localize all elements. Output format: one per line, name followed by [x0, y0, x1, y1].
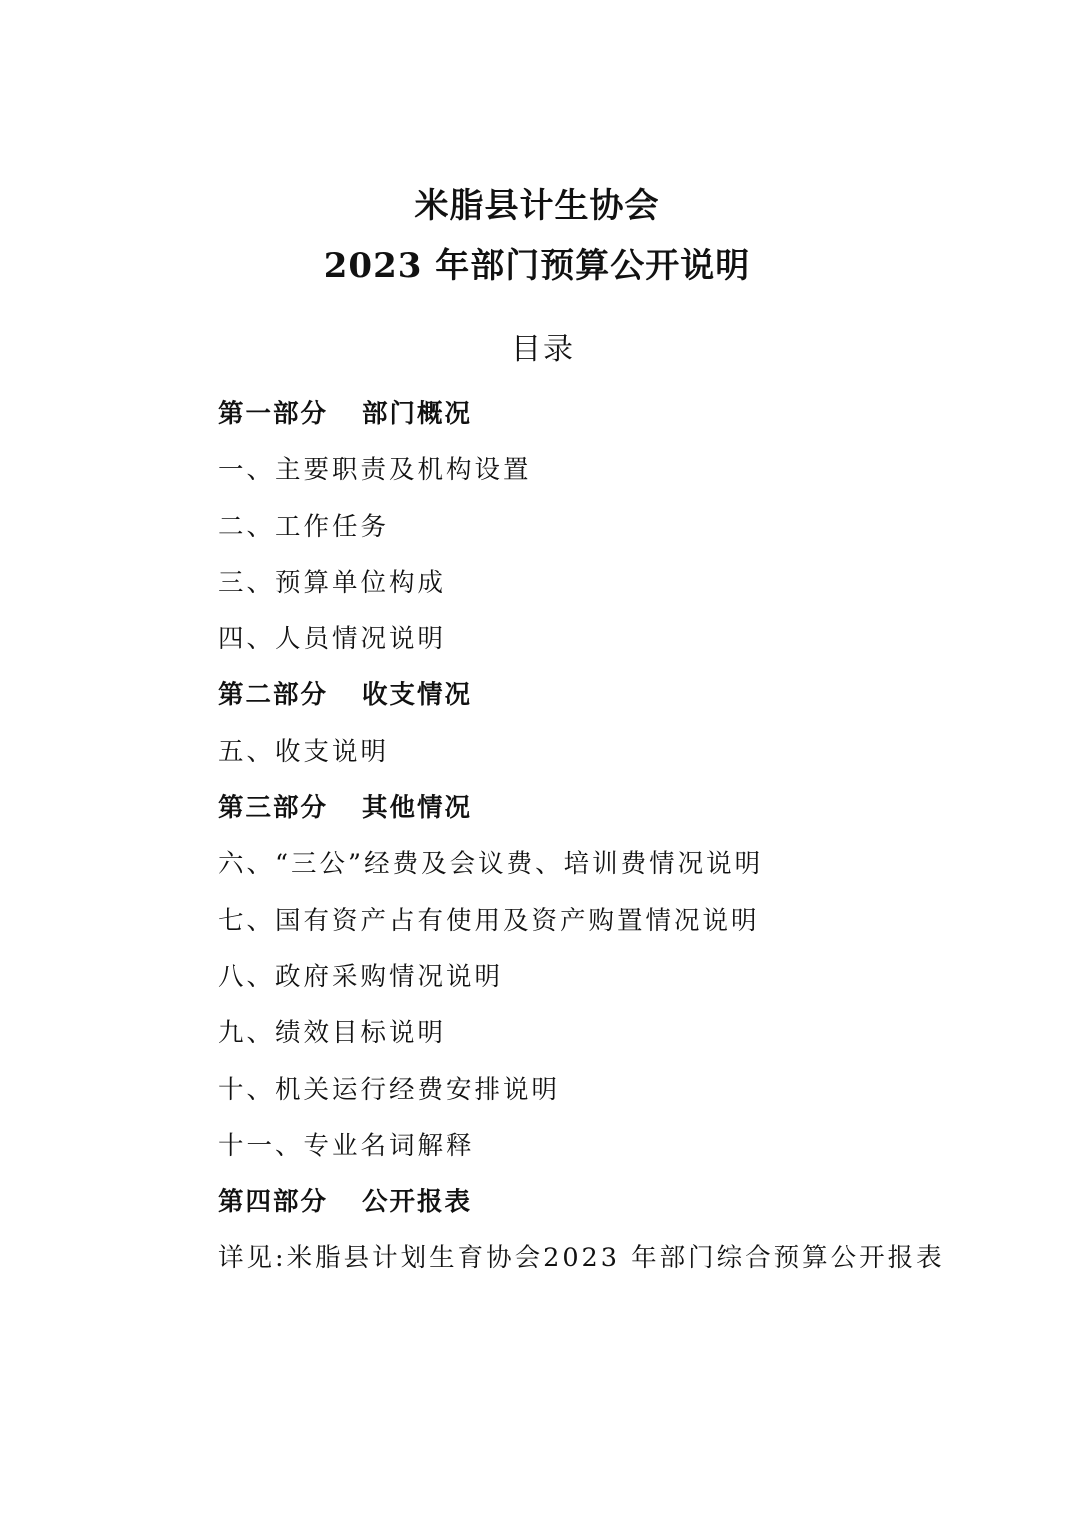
toc-item: 十、机关运行经费安排说明: [218, 1074, 561, 1105]
toc-part-label: 第三部分: [218, 793, 329, 824]
document-title-line-1: 米脂县计生协会: [414, 186, 660, 226]
toc-item-reference: 详见:米脂县计划生育协会2023 年部门综合预算公开报表: [218, 1243, 945, 1274]
toc-part-3: [218, 788, 1018, 844]
toc-item: 三、预算单位构成: [218, 567, 447, 598]
toc-item: 七、国有资产占有使用及资产购置情况说明: [218, 905, 760, 936]
toc-part-1: [218, 394, 1018, 450]
toc-item: 二、工作任务: [218, 511, 390, 542]
toc-item: 十一、专业名词解释: [218, 1130, 475, 1161]
toc-part-title: 公开报表: [362, 1187, 473, 1218]
toc-part-label: 第二部分: [218, 680, 329, 711]
document-title-line-2: 2023 年部门预算公开说明: [323, 246, 751, 286]
toc-item: 一、主要职责及机构设置: [218, 455, 532, 486]
toc-item: 九、绩效目标说明: [218, 1018, 447, 1049]
toc-part-2: [218, 675, 1018, 731]
toc-part-label: 第一部分: [218, 399, 329, 429]
toc-item: 四、人员情况说明: [218, 624, 447, 655]
toc-part-title: 其他情况: [362, 793, 473, 824]
toc-part-title: 收支情况: [362, 680, 473, 711]
toc-heading: 目录: [511, 332, 575, 367]
toc-item: 八、政府采购情况说明: [218, 961, 504, 992]
table-of-contents: [218, 394, 1018, 1295]
toc-item: 六、“三公”经费及会议费、培训费情况说明: [218, 849, 764, 880]
toc-item: 五、收支说明: [218, 736, 390, 767]
toc-part-label: 第四部分: [218, 1187, 329, 1218]
toc-part-4: [218, 1182, 1018, 1238]
toc-part-title: 部门概况: [362, 399, 473, 429]
